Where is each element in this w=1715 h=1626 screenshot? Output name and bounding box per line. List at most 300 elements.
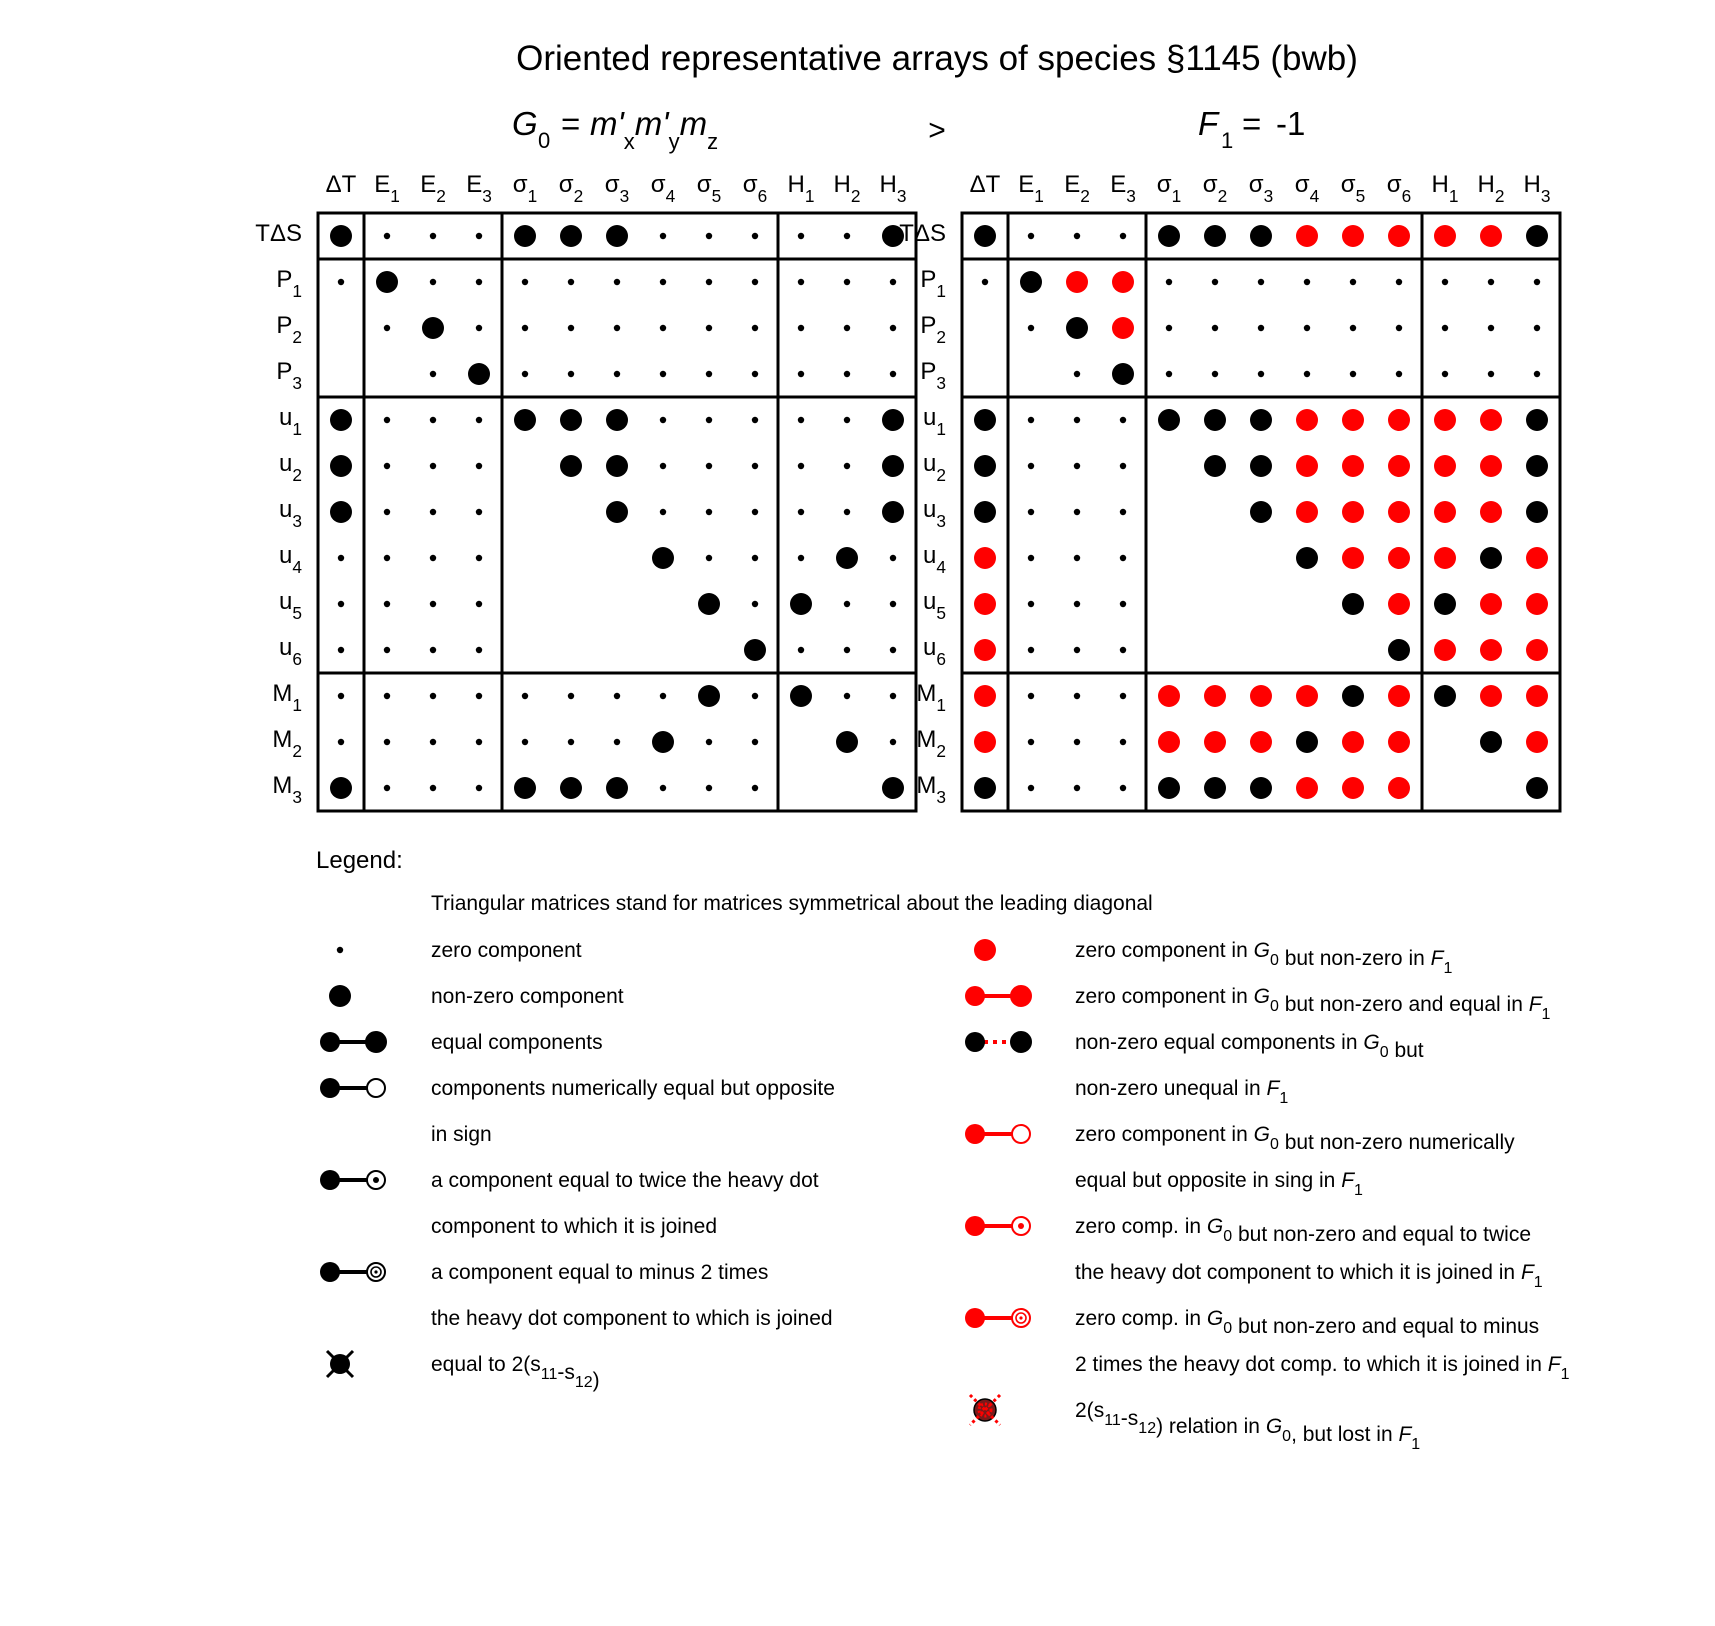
right-matrix-column-header-main: E bbox=[1064, 171, 1081, 198]
nonzero-component-dot bbox=[1434, 593, 1456, 615]
nonzero-component-dot bbox=[606, 777, 628, 799]
left-matrix-row-header bbox=[279, 634, 302, 669]
zero-component-dot bbox=[338, 739, 344, 745]
nonzero-component-dot bbox=[1480, 547, 1502, 569]
zero-component-dot bbox=[614, 325, 620, 331]
nonzero-component-dot bbox=[1388, 639, 1410, 661]
left-header-subscript: 0 bbox=[538, 128, 551, 153]
left-matrix-row-header-main: u bbox=[279, 496, 293, 523]
left-matrix-column-header-main: σ bbox=[696, 171, 712, 198]
zero-component-dot bbox=[890, 325, 896, 331]
red-component-dot bbox=[1296, 409, 1318, 431]
red-component-dot bbox=[1434, 501, 1456, 523]
zero-component-dot bbox=[1534, 371, 1540, 377]
minus-two-component-icon bbox=[320, 1262, 385, 1282]
right-matrix-row-header bbox=[920, 312, 946, 347]
left-matrix-column-header bbox=[651, 171, 676, 206]
zero-component-dot bbox=[1028, 555, 1034, 561]
red-component-dot bbox=[1342, 777, 1364, 799]
right-matrix-row-header-main: u bbox=[923, 542, 937, 569]
zero-component-dot bbox=[430, 785, 436, 791]
red-component-dot bbox=[1066, 271, 1088, 293]
zero-component-dot bbox=[798, 233, 804, 239]
legend-right-item-text: equal but opposite in sing in $F_1$ bbox=[1075, 1169, 1363, 1199]
zero-component-dot bbox=[1120, 417, 1126, 423]
right-matrix-row-header-sub: 2 bbox=[936, 465, 946, 485]
nonzero-component-dot bbox=[560, 777, 582, 799]
right-matrix-row-header bbox=[923, 496, 946, 531]
left-matrix-row-header bbox=[279, 404, 302, 439]
right-matrix-column-header-main: σ bbox=[1248, 171, 1264, 198]
legend-right-item bbox=[970, 1395, 1420, 1453]
right-matrix-row-header-sub: 3 bbox=[936, 511, 946, 531]
right-matrix-column-header-main: E bbox=[1110, 171, 1127, 198]
zero-component-dot bbox=[476, 417, 482, 423]
right-matrix-row-header-sub: 1 bbox=[936, 695, 946, 715]
right-matrix-column-header-main: σ bbox=[1202, 171, 1218, 198]
nonzero-component-dot bbox=[1250, 409, 1272, 431]
inner-dot bbox=[1018, 1223, 1024, 1229]
zero-component-dot bbox=[1028, 325, 1034, 331]
red-component-dot bbox=[1342, 731, 1364, 753]
left-matrix-row-header-main: P bbox=[276, 358, 293, 385]
right-matrix-row-header-main: P bbox=[920, 358, 937, 385]
left-matrix-row-header-sub: 3 bbox=[292, 511, 302, 531]
right-matrix-column-header-main: σ bbox=[1156, 171, 1172, 198]
red-component-dot bbox=[1526, 731, 1548, 753]
nonzero-component-dot bbox=[1158, 225, 1180, 247]
right-header-equals: = bbox=[1242, 105, 1262, 142]
right-matrix-row-header-sub: 2 bbox=[936, 327, 946, 347]
nonzero-component-dot bbox=[974, 455, 996, 477]
nonzero-component-dot bbox=[974, 225, 996, 247]
zero-component-dot bbox=[1120, 785, 1126, 791]
nonzero-component-dot bbox=[836, 731, 858, 753]
red-component-dot bbox=[1480, 455, 1502, 477]
legend-left-item bbox=[337, 939, 582, 962]
zero-component-dot bbox=[844, 693, 850, 699]
red-component-dot bbox=[1526, 593, 1548, 615]
red-twice-icon bbox=[965, 1216, 1030, 1236]
left-matrix-row-header-main: u bbox=[279, 542, 293, 569]
right-matrix-row-header-main: M bbox=[916, 726, 937, 753]
left-matrix-column-header-sub: 2 bbox=[573, 186, 584, 206]
zero-component-dot bbox=[568, 739, 574, 745]
legend-left-column bbox=[320, 939, 835, 1392]
diagram-title: Oriented representative arrays of species §1145 (bwb) bbox=[516, 39, 1358, 78]
zero-component-dot bbox=[430, 233, 436, 239]
right-matrix-column-header-sub: 4 bbox=[1309, 186, 1320, 206]
left-matrix-row-header-sub: 2 bbox=[292, 465, 302, 485]
left-matrix bbox=[255, 171, 916, 811]
twice-component-icon bbox=[320, 1170, 385, 1190]
zero-component-dot bbox=[1212, 279, 1218, 285]
zero-component-dot bbox=[752, 693, 758, 699]
zero-component-dot bbox=[706, 463, 712, 469]
left-matrix-column-header-sub: 1 bbox=[390, 186, 400, 206]
left-matrix-column-header-sub: 3 bbox=[896, 186, 907, 206]
dot bbox=[329, 985, 351, 1007]
right-matrix-column-header bbox=[1295, 171, 1320, 206]
zero-component-dot bbox=[844, 509, 850, 515]
right-matrix-column-header-main: H bbox=[1431, 171, 1449, 198]
zero-component-dot bbox=[476, 785, 482, 791]
legend-left-item bbox=[327, 1351, 600, 1392]
zero-component-dot bbox=[1396, 279, 1402, 285]
nonzero-component-dot bbox=[560, 225, 582, 247]
zero-component-dot bbox=[890, 371, 896, 377]
left-header-term: m bbox=[679, 105, 708, 142]
zero-component-dot bbox=[1166, 325, 1172, 331]
zero-component-dot bbox=[384, 325, 390, 331]
left-matrix-row-header-sub: 3 bbox=[292, 373, 302, 393]
red-component-dot bbox=[1342, 409, 1364, 431]
nonzero-component-dot bbox=[1526, 501, 1548, 523]
zero-component-dot bbox=[982, 279, 988, 285]
zero-component-dot bbox=[430, 555, 436, 561]
legend-right-column bbox=[965, 939, 1570, 1453]
left-header-term: m' bbox=[590, 105, 624, 142]
zero-component-dot bbox=[1074, 463, 1080, 469]
nonzero-component-dot bbox=[1158, 409, 1180, 431]
right-matrix-column-header-sub: 6 bbox=[1401, 186, 1412, 206]
left-matrix-column-header-main: E bbox=[374, 171, 391, 198]
nonzero-component-dot bbox=[1204, 777, 1226, 799]
red-component-dot bbox=[974, 593, 996, 615]
left-matrix-column-header-main: σ bbox=[604, 171, 620, 198]
red-component-dot bbox=[1296, 225, 1318, 247]
zero-component-dot bbox=[476, 601, 482, 607]
zero-component-dot bbox=[752, 417, 758, 423]
left-matrix-column-header bbox=[605, 171, 629, 206]
end-dot bbox=[1011, 986, 1031, 1006]
zero-component-dot bbox=[1074, 233, 1080, 239]
zero-component-dot bbox=[1074, 785, 1080, 791]
zero-component-dot bbox=[384, 463, 390, 469]
zero-component-dot bbox=[1396, 325, 1402, 331]
zero-component-dot bbox=[706, 509, 712, 515]
left-matrix-row-header bbox=[279, 588, 302, 623]
zero-component-dot bbox=[522, 371, 528, 377]
zero-component-dot bbox=[384, 739, 390, 745]
zero-component-dot bbox=[706, 417, 712, 423]
right-matrix-row-header-sub: 5 bbox=[936, 603, 946, 623]
small-dot-icon bbox=[337, 947, 343, 953]
left-matrix-column-header-main: H bbox=[879, 171, 897, 198]
zero-component-dot bbox=[1166, 371, 1172, 377]
left-matrix-column-header bbox=[743, 171, 767, 206]
zero-component-dot bbox=[1488, 371, 1494, 377]
zero-component-dot bbox=[1304, 279, 1310, 285]
legend-left-item-text: a component equal to twice the heavy dot bbox=[431, 1169, 819, 1192]
red-component-dot bbox=[1388, 547, 1410, 569]
nonzero-component-dot bbox=[974, 409, 996, 431]
zero-component-dot bbox=[338, 647, 344, 653]
right-matrix-column-header-sub: 2 bbox=[1494, 186, 1505, 206]
right-matrix-row-header bbox=[920, 266, 946, 301]
dot bbox=[974, 939, 996, 961]
left-matrix-row-header bbox=[276, 266, 302, 301]
legend-left-item-text: non-zero component bbox=[431, 985, 624, 1008]
nonzero-component-dot bbox=[1250, 455, 1272, 477]
right-matrix-column-header-sub: 2 bbox=[1080, 186, 1090, 206]
zero-component-dot bbox=[430, 601, 436, 607]
zero-component-dot bbox=[338, 601, 344, 607]
right-matrix-row-header-main: u bbox=[923, 588, 937, 615]
left-matrix-column-header bbox=[788, 171, 815, 206]
red-component-dot bbox=[1388, 593, 1410, 615]
nonzero-component-dot bbox=[1250, 777, 1272, 799]
zero-component-dot bbox=[660, 693, 666, 699]
nonzero-component-dot bbox=[1204, 225, 1226, 247]
start-dot bbox=[965, 1124, 985, 1144]
right-matrix-row-header-main: u bbox=[923, 496, 937, 523]
right-header-value: -1 bbox=[1276, 105, 1306, 142]
left-matrix-row-header-sub: 3 bbox=[292, 787, 302, 807]
zero-component-dot bbox=[1028, 509, 1034, 515]
zero-component-dot bbox=[1120, 555, 1126, 561]
red-opposite-icon bbox=[965, 1124, 1030, 1144]
red-component-dot bbox=[1112, 271, 1134, 293]
left-matrix-row-header-sub: 5 bbox=[292, 603, 302, 623]
left-matrix-column-header-sub: 3 bbox=[482, 186, 492, 206]
zero-component-dot bbox=[568, 693, 574, 699]
red-component-dot bbox=[1480, 593, 1502, 615]
left-matrix-row-header-main: M bbox=[272, 726, 293, 753]
zero-component-dot bbox=[1074, 739, 1080, 745]
equal-components-icon bbox=[320, 1032, 386, 1052]
zero-component-dot bbox=[614, 371, 620, 377]
red-component-dot bbox=[1158, 685, 1180, 707]
left-matrix-column-header bbox=[326, 171, 357, 198]
zero-component-dot bbox=[844, 279, 850, 285]
nonzero-component-dot bbox=[1112, 363, 1134, 385]
zero-component-dot bbox=[752, 325, 758, 331]
red-component-dot bbox=[1342, 501, 1364, 523]
red-component-dot bbox=[1388, 225, 1410, 247]
zero-component-dot bbox=[430, 371, 436, 377]
right-matrix-row-header bbox=[923, 634, 946, 669]
left-matrix-row-header-sub: 4 bbox=[292, 557, 302, 577]
right-matrix-column-header bbox=[1110, 171, 1136, 206]
left-matrix-row-header-main: u bbox=[279, 634, 293, 661]
zero-component-dot bbox=[660, 279, 666, 285]
left-matrix-row-header bbox=[279, 542, 302, 577]
zero-component-dot bbox=[706, 233, 712, 239]
opposite-components-icon bbox=[320, 1078, 385, 1098]
legend-right-item bbox=[965, 985, 1551, 1023]
nonzero-component-dot bbox=[652, 731, 674, 753]
nonzero-component-dot bbox=[974, 501, 996, 523]
red-component-dot bbox=[1204, 685, 1226, 707]
zero-component-dot bbox=[752, 601, 758, 607]
left-header-term-sub: y bbox=[668, 129, 680, 154]
zero-component-dot bbox=[338, 693, 344, 699]
zero-component-dot bbox=[890, 647, 896, 653]
red-component-dot bbox=[1158, 731, 1180, 753]
right-matrix-row-header-sub: 1 bbox=[936, 281, 946, 301]
zero-component-dot bbox=[1258, 325, 1264, 331]
start-dot bbox=[320, 1078, 340, 1098]
right-matrix-column-header-sub: 3 bbox=[1126, 186, 1136, 206]
dot bbox=[337, 947, 343, 953]
red-component-dot bbox=[1296, 685, 1318, 707]
right-matrix-column-header-main: σ bbox=[1386, 171, 1402, 198]
zero-component-dot bbox=[1120, 233, 1126, 239]
zero-component-dot bbox=[614, 693, 620, 699]
zero-component-dot bbox=[890, 739, 896, 745]
nonzero-component-dot bbox=[790, 593, 812, 615]
zero-component-dot bbox=[1074, 555, 1080, 561]
left-matrix-row-header-sub: 6 bbox=[292, 649, 302, 669]
nonzero-component-dot bbox=[1204, 409, 1226, 431]
zero-component-dot bbox=[430, 417, 436, 423]
zero-component-dot bbox=[798, 279, 804, 285]
nonzero-component-dot bbox=[514, 225, 536, 247]
right-matrix-row-header bbox=[916, 772, 946, 807]
nonzero-component-dot bbox=[744, 639, 766, 661]
right-matrix-column-header-main: H bbox=[1523, 171, 1541, 198]
zero-component-dot bbox=[614, 739, 620, 745]
left-matrix-column-header-sub: 2 bbox=[436, 186, 446, 206]
zero-component-dot bbox=[798, 325, 804, 331]
left-matrix-column-header-sub: 3 bbox=[619, 186, 630, 206]
zero-component-dot bbox=[798, 417, 804, 423]
nonzero-component-dot bbox=[606, 225, 628, 247]
red-component-dot bbox=[974, 639, 996, 661]
left-matrix-row-header bbox=[272, 680, 302, 715]
zero-component-dot bbox=[522, 279, 528, 285]
left-matrix-row-header-sub: 1 bbox=[292, 419, 302, 439]
nonzero-component-dot bbox=[1158, 777, 1180, 799]
right-matrix-column-header bbox=[1064, 171, 1090, 206]
left-matrix-row-header-sub: 1 bbox=[292, 281, 302, 301]
left-matrix-column-header-sub: 2 bbox=[850, 186, 861, 206]
nonzero-component-dot bbox=[1066, 317, 1088, 339]
right-matrix-row-header-sub: 4 bbox=[936, 557, 946, 577]
red-component-dot bbox=[1112, 317, 1134, 339]
zero-component-dot bbox=[1120, 601, 1126, 607]
zero-component-dot bbox=[798, 647, 804, 653]
zero-component-dot bbox=[1028, 739, 1034, 745]
zero-component-dot bbox=[706, 325, 712, 331]
zero-component-dot bbox=[752, 785, 758, 791]
zero-component-dot bbox=[1120, 509, 1126, 515]
right-matrix-row-header bbox=[923, 404, 946, 439]
zero-component-dot bbox=[430, 463, 436, 469]
left-header-term: m' bbox=[634, 105, 669, 142]
zero-component-dot bbox=[844, 371, 850, 377]
nonzero-component-dot bbox=[560, 455, 582, 477]
zero-component-dot bbox=[660, 463, 666, 469]
left-matrix-row-header-main: u bbox=[279, 404, 293, 431]
zero-component-dot bbox=[430, 279, 436, 285]
right-matrix-row-header-sub: 3 bbox=[936, 373, 946, 393]
legend-right-item-text: zero comp. in $G_0$ but non-zero and equal to twice bbox=[1075, 1215, 1532, 1246]
nonzero-component-dot bbox=[652, 547, 674, 569]
comparison-symbol: > bbox=[928, 114, 946, 147]
legend-right-item-text: zero component in $G_0$ but non-zero and equal in $F_1$ bbox=[1075, 985, 1551, 1023]
right-matrix-row-header bbox=[923, 450, 946, 485]
zero-component-dot bbox=[338, 279, 344, 285]
zero-component-dot bbox=[798, 555, 804, 561]
right-matrix-row-header bbox=[923, 588, 946, 623]
left-array-header bbox=[512, 105, 718, 154]
zero-component-dot bbox=[798, 509, 804, 515]
zero-component-dot bbox=[1120, 739, 1126, 745]
zero-component-dot bbox=[476, 509, 482, 515]
left-matrix-column-header-sub: 1 bbox=[527, 186, 538, 206]
legend-right-item bbox=[965, 1123, 1515, 1199]
left-matrix-row-header-main: u bbox=[279, 588, 293, 615]
legend-left-item bbox=[320, 1261, 833, 1330]
dotted-unequal-icon bbox=[965, 1032, 1031, 1052]
zero-component-dot bbox=[384, 417, 390, 423]
red-component-dot bbox=[1526, 639, 1548, 661]
red-component-dot bbox=[1342, 455, 1364, 477]
zero-component-dot bbox=[844, 463, 850, 469]
inner-dot bbox=[373, 1177, 379, 1183]
red-component-dot bbox=[1526, 547, 1548, 569]
zero-component-dot bbox=[614, 279, 620, 285]
legend-right-item bbox=[965, 1215, 1543, 1291]
right-matrix-column-header-main: E bbox=[1018, 171, 1035, 198]
zero-component-dot bbox=[1074, 601, 1080, 607]
left-matrix-row-header-main: u bbox=[279, 450, 293, 477]
red-component-dot bbox=[1434, 225, 1456, 247]
nonzero-component-dot bbox=[882, 455, 904, 477]
matrices-layer bbox=[255, 171, 1560, 811]
zero-component-dot bbox=[384, 693, 390, 699]
red-component-dot bbox=[1526, 685, 1548, 707]
right-matrix-row-header-main: M bbox=[916, 680, 937, 707]
zero-component-dot bbox=[430, 647, 436, 653]
red-component-dot bbox=[1480, 685, 1502, 707]
red-component-dot bbox=[1434, 547, 1456, 569]
zero-component-dot bbox=[1028, 463, 1034, 469]
nonzero-component-dot bbox=[560, 409, 582, 431]
start-dot bbox=[320, 1170, 340, 1190]
left-header-term-sub: z bbox=[707, 129, 719, 154]
nonzero-component-dot bbox=[1526, 409, 1548, 431]
nonzero-component-dot bbox=[836, 547, 858, 569]
end-dot bbox=[1012, 1125, 1030, 1143]
right-matrix-row-header-main: P bbox=[920, 312, 937, 339]
zero-component-dot bbox=[890, 555, 896, 561]
zero-component-dot bbox=[1442, 325, 1448, 331]
legend-left-item bbox=[320, 1031, 603, 1054]
nonzero-component-dot bbox=[1526, 455, 1548, 477]
zero-component-dot bbox=[752, 509, 758, 515]
right-matrix-row-header-sub: 3 bbox=[936, 787, 946, 807]
zero-component-dot bbox=[1350, 279, 1356, 285]
end-dot bbox=[367, 1079, 385, 1097]
left-matrix-column-header-sub: 6 bbox=[757, 186, 768, 206]
right-matrix-column-header-sub: 1 bbox=[1034, 186, 1044, 206]
legend-left-item-text: component to which it is joined bbox=[431, 1215, 717, 1238]
red-component-dot bbox=[974, 685, 996, 707]
zero-component-dot bbox=[660, 785, 666, 791]
legend-note: Triangular matrices stand for matrices symmetrical about the leading diagonal bbox=[431, 892, 1153, 915]
red-component-dot bbox=[1250, 685, 1272, 707]
left-matrix-column-header-main: E bbox=[466, 171, 483, 198]
nonzero-component-dot bbox=[1342, 593, 1364, 615]
zero-component-dot bbox=[1258, 371, 1264, 377]
left-matrix-column-header bbox=[466, 171, 492, 206]
zero-component-dot bbox=[384, 555, 390, 561]
red-component-dot bbox=[1434, 639, 1456, 661]
legend-left-item-text: in sign bbox=[431, 1123, 492, 1146]
